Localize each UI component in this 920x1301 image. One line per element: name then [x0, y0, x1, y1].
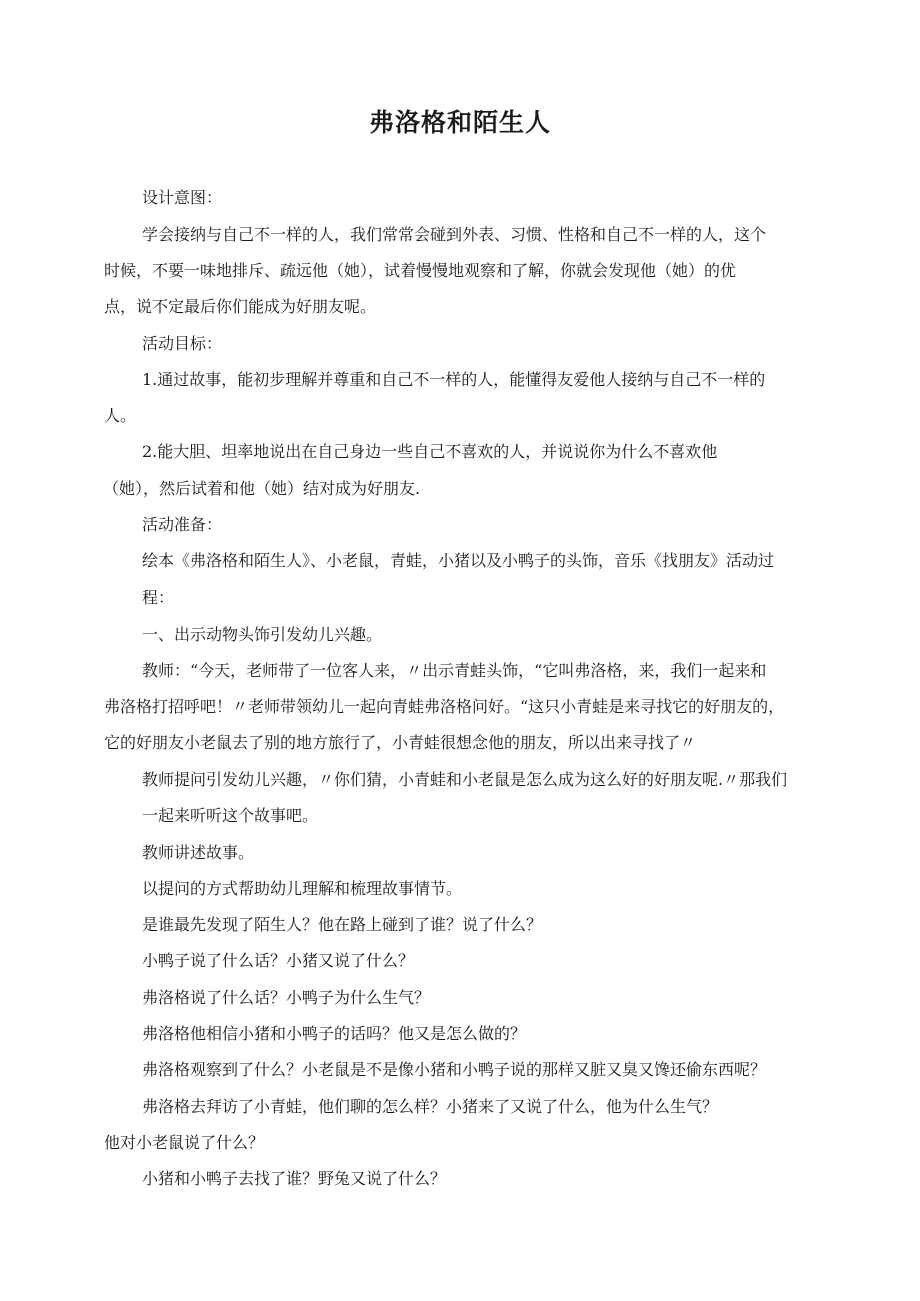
- section-heading-design-intent: 设计意图：: [142, 188, 223, 207]
- document-title: 弗洛格和陌生人: [368, 108, 551, 137]
- paragraph-line: 一起来听听这个故事吧。: [142, 806, 319, 825]
- paragraph-line: 2.能大胆、坦率地说出在自己身边一些自己不喜欢的人，并说说你为什么不喜欢他: [142, 442, 718, 461]
- paragraph-line: 时候，不要一味地排斥、疏远他（她），试着慢慢地观察和了解，你就会发现他（她）的优: [104, 261, 737, 280]
- question-line: 他对小老鼠说了什么？: [104, 1133, 265, 1152]
- question-line: 弗洛格说了什么话？小鸭子为什么生气？: [142, 988, 431, 1007]
- paragraph-line: 它的好朋友小老鼠去了别的地方旅行了，小青蛙很想念他的朋友，所以出来寻找了〃: [104, 733, 697, 752]
- paragraph-line: 以提问的方式帮助幼儿理解和梳理故事情节。: [142, 879, 463, 898]
- paragraph-line: 教师：“今天，老师带了一位客人来，〃出示青蛙头饰，“它叫弗洛格，来，我们一起来和: [142, 661, 767, 680]
- question-line: 弗洛格去拜访了小青蛙，他们聊的怎么样？小猪来了又说了什么，他为什么生气？: [142, 1097, 719, 1116]
- paragraph-line: 点，说不定最后你们能成为好朋友呢。: [104, 297, 377, 316]
- question-line: 是谁最先发现了陌生人？他在路上碰到了谁？说了什么？: [142, 915, 543, 934]
- paragraph-line: 人。: [104, 406, 137, 425]
- question-line: 小猪和小鸭子去找了谁？野兔又说了什么？: [142, 1169, 447, 1188]
- paragraph-line: 程：: [142, 588, 175, 607]
- section-heading-step-one: 一、出示动物头饰引发幼儿兴趣。: [142, 625, 383, 644]
- paragraph-line: 教师讲述故事。: [142, 843, 255, 862]
- paragraph-line: 1.通过故事，能初步理解并尊重和自己不一样的人，能懂得友爱他人接纳与自己不一样的: [142, 370, 766, 389]
- paragraph-line: 绘本《弗洛格和陌生人》、小老鼠，青蛙，小猪以及小鸭子的头饰，音乐《找朋友》活动过: [142, 551, 775, 570]
- paragraph-line: 学会接纳与自己不一样的人，我们常常会碰到外表、习惯、性格和自己不一样的人，这个: [142, 225, 767, 244]
- section-heading-preparation: 活动准备：: [142, 515, 223, 534]
- question-line: 弗洛格观察到了什么？小老鼠是不是像小猪和小鸭子说的那样又脏又臭又馋还偷东西呢？: [142, 1060, 767, 1079]
- paragraph-line: 教师提问引发幼儿兴趣，〃你们猜，小青蛙和小老鼠是怎么成为这么好的好朋友呢.〃那我们: [142, 770, 788, 789]
- paragraph-line: 弗洛格打招呼吧！〃老师带领幼儿一起向青蛙弗洛格问好。“这只小青蛙是来寻找它的好朋友的，: [104, 697, 785, 716]
- section-heading-goals: 活动目标：: [142, 334, 223, 353]
- question-line: 弗洛格他相信小猪和小鸭子的话吗？他又是怎么做的？: [142, 1024, 527, 1043]
- question-line: 小鸭子说了什么话？小猪又说了什么？: [142, 951, 415, 970]
- paragraph-line: （她），然后试着和他（她）结对成为好朋友.: [103, 479, 421, 498]
